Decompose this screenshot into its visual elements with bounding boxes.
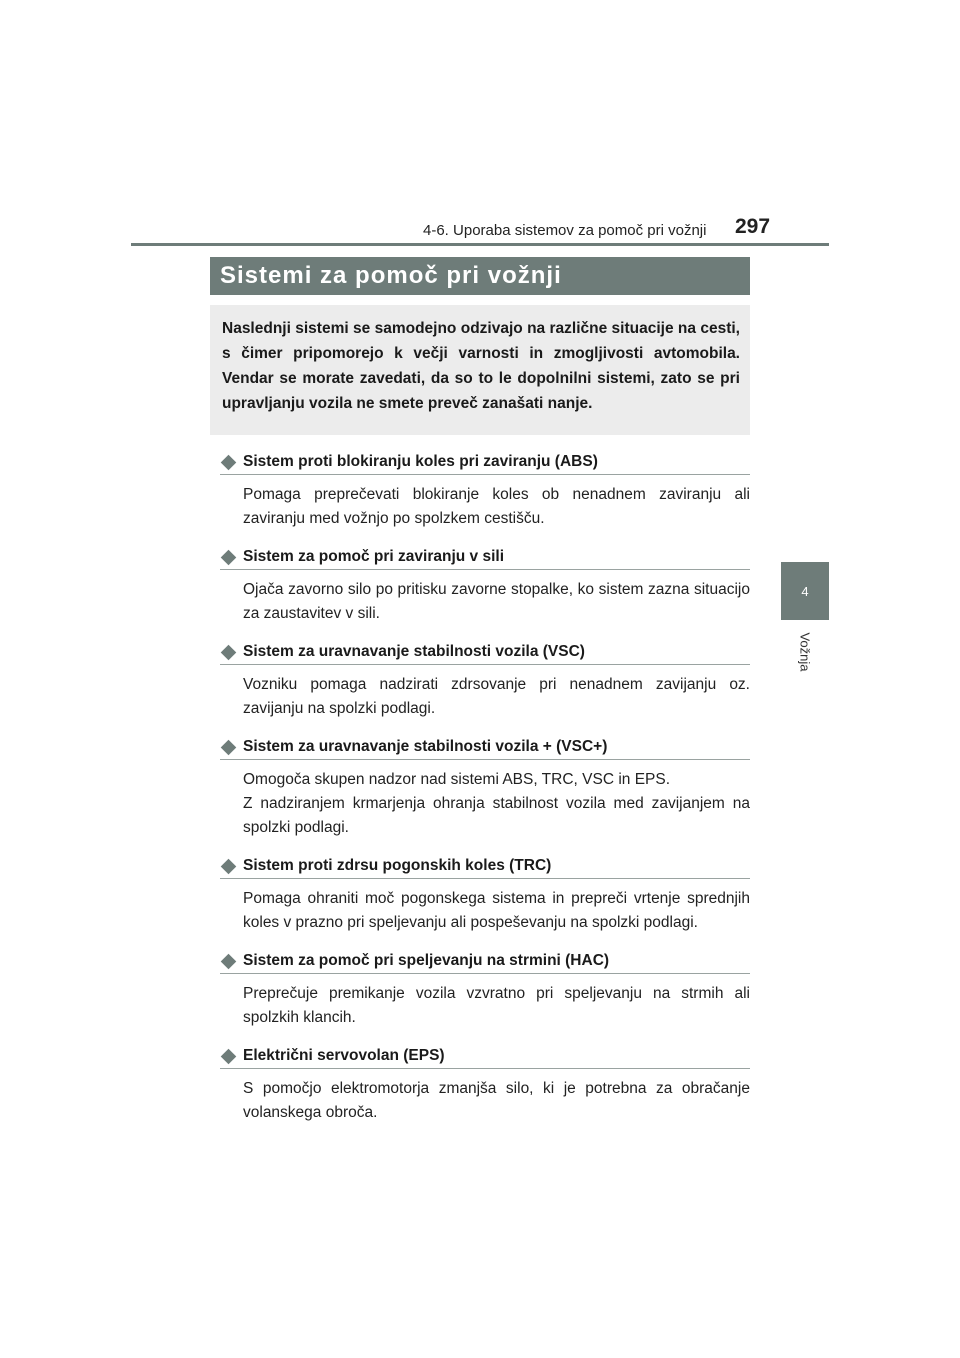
- item-text: Vozniku pomaga nadzirati zdrsovanje pri nenadnem zavijanju oz. zavijanju na spolzki podlagi.: [243, 676, 750, 717]
- list-item: [220, 640, 750, 735]
- header-divider: [131, 243, 829, 246]
- list-item: [220, 450, 750, 545]
- list-item: [220, 735, 750, 854]
- item-heading: [220, 854, 750, 879]
- item-text: Preprečuje premikanje vozila vzvratno pri speljevanju na strmih ali spolzkih klancih.: [243, 985, 750, 1026]
- item-text: Z nadziranjem krmarjenja ohranja stabilnost vozila med zavijanjem na spolzki podlagi.: [243, 795, 750, 836]
- chapter-tab: [781, 562, 829, 620]
- item-text: Omogoča skupen nadzor nad sistemi ABS, TRC, VSC in EPS.: [243, 771, 671, 788]
- item-description: [243, 570, 750, 640]
- item-description: [243, 879, 750, 949]
- running-header-section: 4-6. Uporaba sistemov za pomoč pri vožnji: [423, 222, 707, 239]
- diamond-bullet-icon: [221, 953, 237, 969]
- item-heading: [220, 450, 750, 475]
- item-description: [243, 665, 750, 735]
- list-item: [220, 854, 750, 949]
- item-description: [243, 1069, 750, 1139]
- diamond-bullet-icon: [221, 739, 237, 755]
- item-text: Pomaga ohraniti moč pogonskega sistema in prepreči vrtenje sprednjih koles v prazno pri speljevanju ali pospeševanju na spolzki podlagi.: [243, 890, 750, 931]
- chapter-number: 4: [801, 583, 809, 599]
- item-text: Pomaga preprečevati blokiranje koles ob nenadnem zaviranju ali zaviranju med vožnjo po spolzkem cestišču.: [243, 486, 750, 527]
- item-title: Sistem proti zdrsu pogonskih koles (TRC): [243, 857, 552, 874]
- diamond-bullet-icon: [221, 549, 237, 565]
- systems-list: [220, 450, 750, 1139]
- item-heading: [220, 545, 750, 570]
- diamond-bullet-icon: [221, 644, 237, 660]
- diamond-bullet-icon: [221, 454, 237, 470]
- item-description: [243, 760, 750, 854]
- page-title: Sistemi za pomoč pri vožnji: [210, 257, 750, 295]
- intro-box: [210, 305, 750, 435]
- item-heading: [220, 735, 750, 760]
- item-description: [243, 475, 750, 545]
- item-description: [243, 974, 750, 1044]
- item-text: Ojača zavorno silo po pritisku zavorne stopalke, ko sistem zazna situacijo za zaustavitev v sili.: [243, 581, 750, 622]
- item-title: Sistem za uravnavanje stabilnosti vozila (VSC): [243, 643, 585, 660]
- page-number: 297: [735, 215, 771, 238]
- list-item: [220, 545, 750, 640]
- intro-text: Naslednji sistemi se samodejno odzivajo na različne situacije na cesti, s čimer pripomorejo k večji varnosti in zmogljivosti avtomobila. Vendar se morate zavedati, da so to le dopolnilni sistemi, zato se pri upravljanju vozila ne smete preveč zanašati nanje.: [222, 320, 740, 412]
- item-title: Sistem za pomoč pri zaviranju v sili: [243, 548, 505, 565]
- item-title: Električni servovolan (EPS): [243, 1047, 445, 1064]
- diamond-bullet-icon: [221, 1048, 237, 1064]
- item-title: Sistem za pomoč pri speljevanju na strmini (HAC): [243, 952, 610, 969]
- item-text: S pomočjo elektromotorja zmanjša silo, ki je potrebna za obračanje volanskega obroča.: [243, 1080, 750, 1121]
- item-title: Sistem proti blokiranju koles pri zaviranju (ABS): [243, 453, 598, 470]
- chapter-label: Vožnja: [797, 632, 813, 672]
- list-item: [220, 1044, 750, 1139]
- item-heading: [220, 949, 750, 974]
- diamond-bullet-icon: [221, 858, 237, 874]
- item-title: Sistem za uravnavanje stabilnosti vozila + (VSC+): [243, 738, 608, 755]
- list-item: [220, 949, 750, 1044]
- item-heading: [220, 640, 750, 665]
- item-heading: [220, 1044, 750, 1069]
